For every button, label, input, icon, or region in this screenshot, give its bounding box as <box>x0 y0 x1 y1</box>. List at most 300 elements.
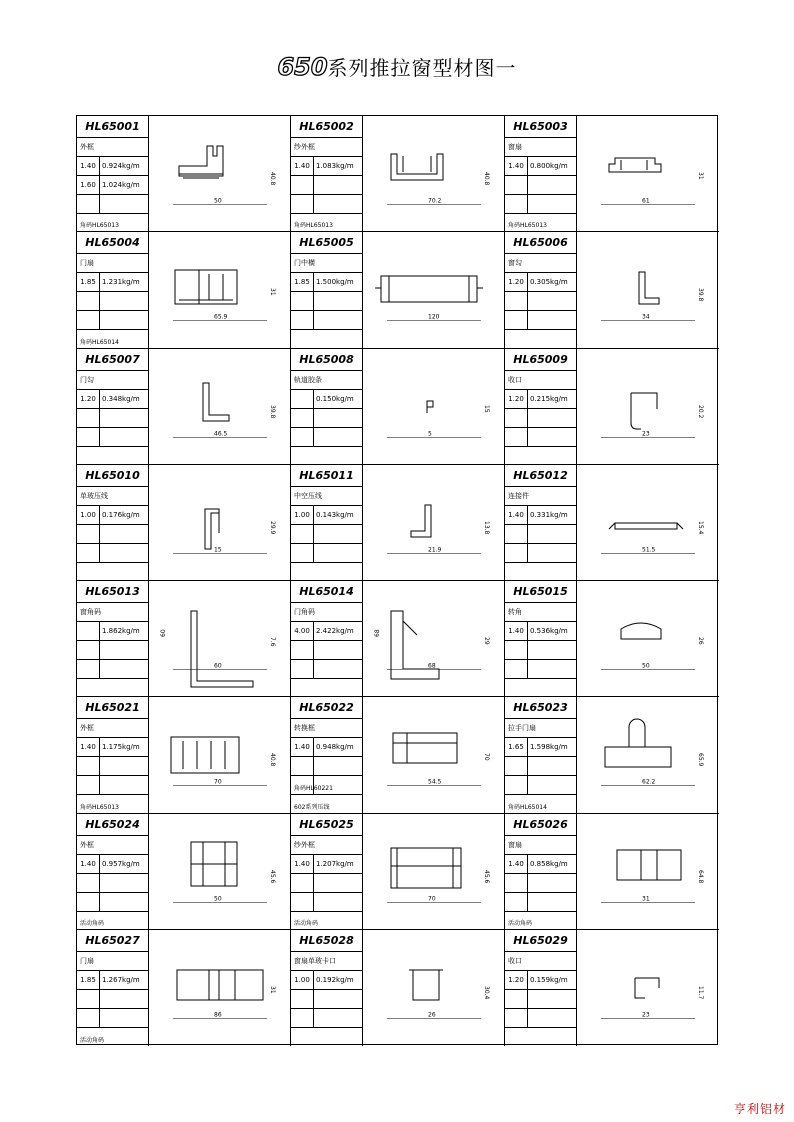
unit-weight <box>527 409 530 427</box>
dimension-label: 39.8 <box>269 404 276 418</box>
profile-cross-section <box>577 581 719 697</box>
profile-outline <box>205 509 219 549</box>
profile-name: 门角码 <box>294 608 315 616</box>
dimension-label: 21.9 <box>428 546 442 553</box>
unit-weight: 1.862kg/m <box>99 622 140 640</box>
spec-row <box>291 195 362 214</box>
profile-cell <box>77 116 291 232</box>
profile-drawing <box>577 349 719 464</box>
profile-outline <box>179 146 223 178</box>
unit-weight <box>99 1009 102 1027</box>
spec-row <box>505 409 576 428</box>
spec-row <box>291 874 362 893</box>
profile-drawing <box>363 581 504 696</box>
profile-outline <box>427 401 433 413</box>
dimension-label: 50 <box>642 662 650 670</box>
profile-name: 中空压线 <box>294 491 322 500</box>
profile-code: HL65006 <box>505 232 577 254</box>
profile-name-row <box>505 487 576 506</box>
unit-weight: 1.024kg/m <box>99 176 140 194</box>
spec-table <box>505 952 577 1046</box>
wall-thickness: 1.85 <box>80 278 96 287</box>
profile-drawing <box>149 814 290 929</box>
wall-thickness: 1.00 <box>294 510 310 519</box>
corner-piece-note: 角码HL65014 <box>508 803 547 811</box>
spec-table <box>505 719 577 813</box>
profile-name-row <box>291 487 362 506</box>
unit-weight: 1.207kg/m <box>313 855 354 873</box>
profile-drawing <box>363 814 504 929</box>
dimension-label: 31 <box>697 172 704 180</box>
profile-cell <box>291 232 505 348</box>
spec-table <box>77 371 149 465</box>
spec-row <box>291 738 362 757</box>
profile-cell <box>505 930 719 1046</box>
profile-code: HL65027 <box>77 930 149 952</box>
profile-outline <box>393 733 457 763</box>
unit-weight <box>99 641 102 659</box>
spec-row <box>505 660 576 679</box>
wall-thickness: 1.40 <box>80 162 96 170</box>
profile-name-row <box>77 952 148 971</box>
spec-row <box>291 990 362 1009</box>
profile-drawing <box>577 930 719 1046</box>
profile-drawing <box>363 930 504 1046</box>
dimension-label: 29.9 <box>269 520 276 535</box>
profile-drawing <box>149 116 290 231</box>
spec-row <box>77 390 148 409</box>
profile-cross-section <box>363 232 505 348</box>
profile-outline <box>409 970 443 1000</box>
profile-code: HL65025 <box>291 814 363 836</box>
spec-table <box>505 138 577 232</box>
spec-table <box>505 487 577 581</box>
spec-row <box>505 1009 576 1028</box>
unit-weight: 1.267kg/m <box>99 971 140 989</box>
dimension-label: 70.2 <box>428 197 442 205</box>
spec-row <box>505 273 576 292</box>
spec-row <box>77 544 148 563</box>
profile-name-row <box>291 952 362 971</box>
dimension-label: 60 <box>214 662 222 670</box>
profile-cell <box>291 116 505 232</box>
profile-outline <box>375 276 483 302</box>
profile-code: HL65028 <box>291 930 363 952</box>
spec-row <box>77 971 148 990</box>
spec-row <box>505 292 576 311</box>
profile-name-row <box>291 836 362 855</box>
unit-weight <box>313 292 316 310</box>
spec-table <box>291 371 363 465</box>
profile-name: 收口 <box>508 956 522 965</box>
profile-drawing <box>363 465 504 580</box>
profile-drawing <box>149 465 290 580</box>
profile-name: 外框 <box>80 143 94 151</box>
profile-name-row <box>505 836 576 855</box>
spec-table <box>291 952 363 1046</box>
profile-name-row <box>291 603 362 622</box>
spec-row <box>505 776 576 795</box>
unit-weight: 0.858kg/m <box>527 855 568 873</box>
unit-weight <box>313 176 316 194</box>
profile-name-row <box>505 952 576 971</box>
wall-thickness: 1.40 <box>508 627 524 635</box>
profile-code: HL65013 <box>77 581 149 603</box>
spec-table <box>77 952 149 1046</box>
dimension-label: 68 <box>428 662 436 670</box>
wall-thickness: 4.00 <box>294 627 310 635</box>
profile-name-row <box>77 603 148 622</box>
unit-weight: 2.422kg/m <box>313 622 354 640</box>
wall-thickness: 1.40 <box>294 162 310 170</box>
profile-name-row <box>291 254 362 273</box>
unit-weight <box>527 641 530 659</box>
spec-row <box>291 409 362 428</box>
profile-drawing <box>577 697 719 812</box>
spec-row <box>291 506 362 525</box>
profile-code: HL65010 <box>77 465 149 487</box>
spec-row <box>77 506 148 525</box>
profile-grid <box>76 115 718 1045</box>
dimension-label: 31 <box>269 288 276 296</box>
spec-row <box>77 525 148 544</box>
profile-outline <box>411 505 431 537</box>
profile-drawing <box>149 349 290 464</box>
profile-name-row <box>505 719 576 738</box>
profile-code: HL65014 <box>291 581 363 603</box>
unit-weight: 0.305kg/m <box>527 273 568 291</box>
dimension-label: 26 <box>428 1011 436 1018</box>
profile-name: 门扇 <box>80 956 94 965</box>
unit-weight <box>527 176 530 194</box>
unit-weight: 0.176kg/m <box>99 506 140 524</box>
spec-row <box>505 506 576 525</box>
profile-outline <box>191 611 253 687</box>
corner-piece-note: 活动角码 <box>80 919 105 927</box>
spec-row <box>77 428 148 447</box>
profile-code: HL65024 <box>77 814 149 836</box>
profile-name: 门扇 <box>80 259 94 268</box>
profile-cell <box>77 465 291 581</box>
profile-code: HL65001 <box>77 116 149 138</box>
profile-name: 转角 <box>508 608 522 616</box>
unit-weight <box>313 195 316 213</box>
spec-row <box>77 660 148 679</box>
profile-code: HL65026 <box>505 814 577 836</box>
spec-row <box>291 1009 362 1028</box>
profile-cell <box>505 814 719 930</box>
profile-cross-section <box>363 116 505 232</box>
profile-code: HL65021 <box>77 697 149 719</box>
spec-table <box>291 138 363 232</box>
dimension-label: 20.2 <box>697 404 704 418</box>
spec-table <box>291 836 363 930</box>
dimension-label: 50 <box>214 197 222 205</box>
profile-code: HL65002 <box>291 116 363 138</box>
profile-name-row <box>291 719 362 738</box>
unit-weight: 0.150kg/m <box>313 390 354 408</box>
spec-row <box>77 874 148 893</box>
profile-name: 转换框 <box>294 724 315 733</box>
dimension-label: 70 <box>214 778 222 786</box>
spec-row <box>77 990 148 1009</box>
dimension-label: 70 <box>483 753 490 761</box>
dimension-label: 62.2 <box>642 778 656 786</box>
profile-cross-section <box>149 232 291 348</box>
spec-row <box>505 893 576 912</box>
wall-thickness: 1.40 <box>294 859 310 868</box>
spec-table <box>77 487 149 581</box>
spec-row <box>291 893 362 912</box>
dimension-label: 46.5 <box>214 429 228 437</box>
dimension-label: 54.5 <box>428 778 442 786</box>
spec-row <box>77 311 148 330</box>
unit-weight <box>99 660 102 678</box>
wall-thickness: 1.65 <box>508 743 524 752</box>
spec-row <box>505 311 576 330</box>
profile-cross-section <box>577 930 719 1046</box>
profile-cross-section <box>577 697 719 813</box>
profile-cross-section <box>149 930 291 1046</box>
dimension-label: 40.8 <box>483 172 490 186</box>
dimension-label: 61 <box>642 197 650 205</box>
unit-weight <box>313 311 316 329</box>
spec-table <box>291 603 363 697</box>
profile-code: HL65015 <box>505 581 577 603</box>
spec-row <box>505 641 576 660</box>
corner-piece-note: 活动角码 <box>294 919 319 927</box>
corner-piece-note: 角码HL65013 <box>294 222 333 230</box>
unit-weight <box>99 292 102 310</box>
profile-outline <box>203 383 229 421</box>
spec-row <box>291 157 362 176</box>
spec-table <box>77 719 149 813</box>
spec-table <box>77 836 149 930</box>
profile-code: HL65012 <box>505 465 577 487</box>
profile-name-row <box>77 371 148 390</box>
spec-table <box>291 254 363 348</box>
profile-outline <box>391 848 461 888</box>
spec-table <box>505 603 577 697</box>
unit-weight <box>313 893 316 911</box>
dimension-label: 39.8 <box>697 288 704 302</box>
dimension-label: 60 <box>160 629 167 637</box>
unit-weight <box>99 525 102 543</box>
profile-cross-section <box>363 814 505 930</box>
dimension-label: 120 <box>428 313 440 321</box>
spec-row <box>77 738 148 757</box>
profile-name-row <box>77 254 148 273</box>
unit-weight: 0.957kg/m <box>99 855 140 873</box>
dimension-label: 29 <box>483 637 490 645</box>
brand-label: 亨利铝材 <box>733 1102 786 1116</box>
dimension-label: 11.7 <box>697 985 704 1000</box>
dimension-label: 31 <box>269 985 276 994</box>
wall-thickness: 1.00 <box>294 975 310 984</box>
spec-table <box>291 487 363 581</box>
wall-thickness: 1.85 <box>294 278 310 287</box>
profile-code: HL65009 <box>505 349 577 371</box>
spec-row <box>291 971 362 990</box>
spec-row <box>77 292 148 311</box>
profile-name: 纱外框 <box>294 840 315 849</box>
profile-name: 窗角码 <box>80 608 101 616</box>
profile-cross-section <box>577 232 719 348</box>
wall-thickness: 1.20 <box>508 394 524 403</box>
wall-thickness: 1.20 <box>80 394 96 403</box>
dimension-label: 65.9 <box>697 753 704 767</box>
wall-thickness: 1.20 <box>508 278 524 287</box>
profile-name: 外框 <box>80 840 94 849</box>
unit-weight <box>313 409 316 427</box>
profile-cell <box>505 349 719 465</box>
unit-weight: 1.083kg/m <box>313 157 354 175</box>
unit-weight: 1.598kg/m <box>527 738 568 756</box>
profile-name-row <box>505 138 576 157</box>
dimension-label: 45.6 <box>269 869 276 883</box>
unit-weight <box>99 893 102 911</box>
wall-thickness: 1.00 <box>80 510 96 519</box>
spec-row <box>77 195 148 214</box>
unit-weight <box>99 874 102 892</box>
dimension-label: 65.9 <box>214 313 228 321</box>
profile-outline <box>171 737 239 773</box>
profile-name: 拉手门扇 <box>508 724 536 733</box>
spec-row <box>77 757 148 776</box>
spec-row <box>77 176 148 195</box>
profile-cell <box>291 349 505 465</box>
spec-row <box>505 874 576 893</box>
corner-piece-note: 活动角码 <box>80 1037 105 1044</box>
unit-weight <box>527 525 530 543</box>
profile-outline <box>391 154 443 180</box>
unit-weight <box>313 990 316 1008</box>
dimension-label: 31 <box>642 894 650 902</box>
unit-weight: 1.175kg/m <box>99 738 140 756</box>
spec-table <box>291 719 363 813</box>
unit-weight <box>527 757 530 775</box>
profile-name-row <box>291 371 362 390</box>
profile-outline <box>175 270 237 304</box>
spec-row <box>505 855 576 874</box>
profile-code: HL65022 <box>291 697 363 719</box>
profile-cell <box>291 697 505 813</box>
unit-weight <box>527 195 530 213</box>
unit-weight <box>313 874 316 892</box>
profile-name: 门中横 <box>294 259 315 268</box>
spec-table <box>505 371 577 465</box>
spec-row <box>291 428 362 447</box>
wall-thickness: 1.85 <box>80 975 96 984</box>
profile-cell <box>77 581 291 697</box>
profile-name-row <box>505 603 576 622</box>
profile-drawing <box>577 116 719 231</box>
profile-code: HL65003 <box>505 116 577 138</box>
wall-thickness: 1.40 <box>508 162 524 170</box>
profile-cell <box>291 465 505 581</box>
profile-cross-section <box>149 814 291 930</box>
unit-weight <box>527 776 530 794</box>
profile-drawing <box>577 465 719 580</box>
dimension-label: 15 <box>483 404 490 413</box>
profile-cross-section <box>363 465 505 581</box>
spec-row <box>505 157 576 176</box>
dimension-label: 45.6 <box>483 869 490 883</box>
profile-name: 外框 <box>80 724 94 733</box>
spec-row <box>77 409 148 428</box>
profile-name: 门勾 <box>80 375 94 384</box>
profile-outline <box>635 978 659 998</box>
spec-row <box>505 525 576 544</box>
wall-thickness: 1.40 <box>80 859 96 868</box>
unit-weight <box>527 990 530 1008</box>
dimension-label: 86 <box>214 1011 222 1018</box>
profile-outline <box>617 850 681 880</box>
unit-weight <box>99 544 102 562</box>
profile-drawing <box>363 116 504 231</box>
dimension-label: 51.5 <box>642 546 656 553</box>
profile-code: HL65029 <box>505 930 577 952</box>
dimension-label: 68 <box>374 629 381 637</box>
dimension-label: 64.8 <box>697 869 704 883</box>
spec-row <box>291 176 362 195</box>
profile-cross-section <box>149 465 291 581</box>
spec-row <box>291 544 362 563</box>
dimension-label: 40.8 <box>269 172 276 186</box>
profile-code: HL65023 <box>505 697 577 719</box>
spec-row <box>291 311 362 330</box>
unit-weight <box>99 311 102 329</box>
profile-cell <box>505 465 719 581</box>
dimension-label: 23 <box>642 1011 650 1018</box>
unit-weight <box>527 311 530 329</box>
corner-piece-note: 角码HL65013 <box>80 222 119 230</box>
spec-row <box>291 622 362 641</box>
unit-weight: 0.192kg/m <box>313 971 354 989</box>
profile-code: HL65011 <box>291 465 363 487</box>
unit-weight: 0.159kg/m <box>527 971 568 989</box>
profile-cell <box>505 581 719 697</box>
spec-row <box>291 757 362 776</box>
profile-cross-section <box>363 581 505 697</box>
profile-cell <box>77 697 291 813</box>
profile-cell <box>505 697 719 813</box>
profile-outline <box>605 719 671 767</box>
profile-cell <box>77 814 291 930</box>
page-title <box>0 52 794 81</box>
profile-drawing <box>363 349 504 464</box>
spec-table <box>77 603 149 697</box>
profile-outline <box>177 970 263 1000</box>
spec-table <box>505 254 577 348</box>
profile-drawing <box>577 581 719 696</box>
wall-thickness: 1.20 <box>508 975 524 984</box>
dimension-label: 34 <box>642 313 650 321</box>
profile-cross-section <box>577 116 719 232</box>
unit-weight: 0.536kg/m <box>527 622 568 640</box>
unit-weight <box>99 428 102 446</box>
wall-thickness: 1.60 <box>80 181 96 189</box>
unit-weight: 0.348kg/m <box>99 390 140 408</box>
unit-weight <box>527 292 530 310</box>
spec-row <box>77 273 148 292</box>
profile-cross-section <box>577 465 719 581</box>
spec-row <box>77 641 148 660</box>
profile-name-row <box>505 254 576 273</box>
spec-row <box>291 273 362 292</box>
profile-cross-section <box>363 349 505 465</box>
profile-drawing <box>149 232 290 347</box>
